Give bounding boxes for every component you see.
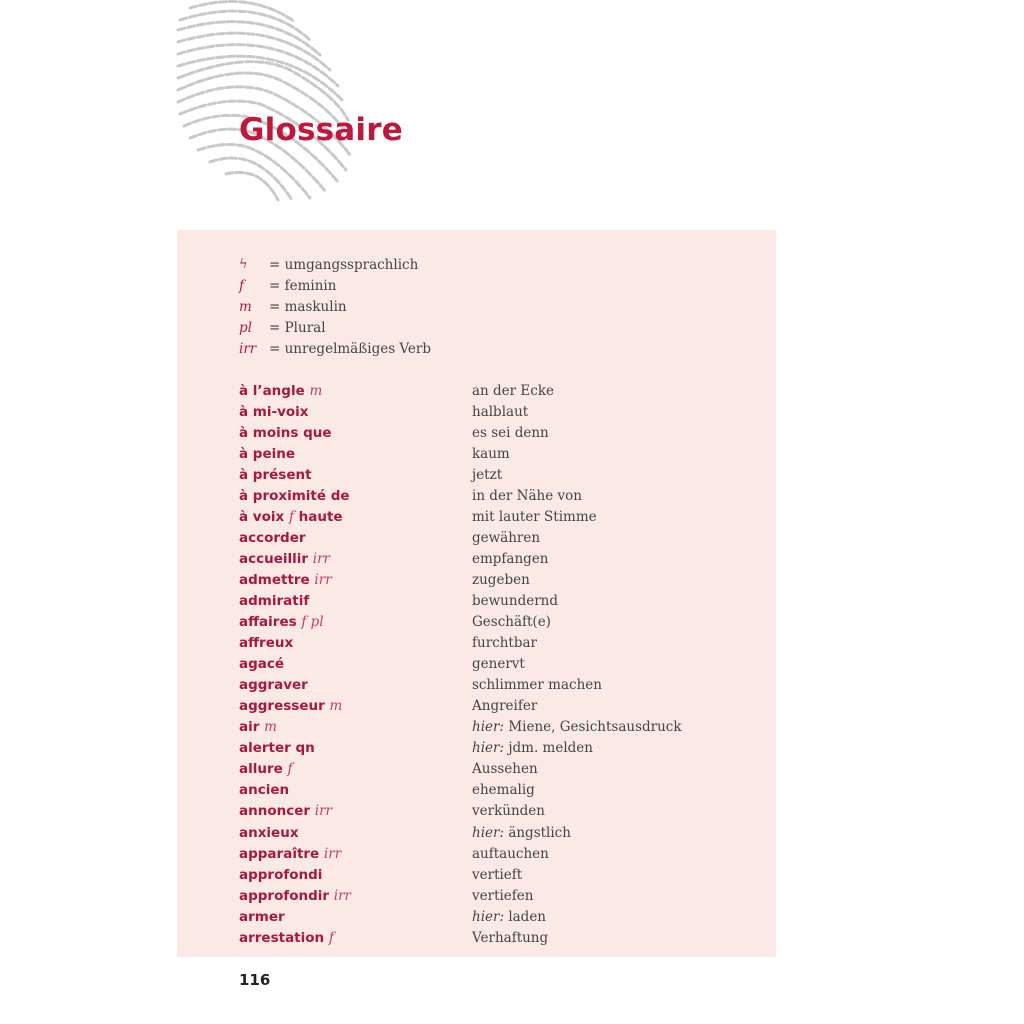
entry-term-text: approfondi: [239, 866, 323, 883]
abbreviation-legend: [239, 254, 431, 359]
entry-term-text: haute: [298, 508, 343, 525]
glossary-entry: [239, 759, 759, 780]
entry-grammar: irr: [312, 550, 330, 567]
entry-term-text: agacé: [239, 656, 285, 673]
entry-translation-text: Miene, Gesichtsausdruck: [508, 719, 682, 736]
entry-translation-text: Aussehen: [472, 761, 538, 778]
glossary-entry: [239, 633, 759, 654]
entry-term-text: à peine: [239, 445, 296, 462]
entry-term: [239, 656, 472, 672]
entry-grammar: f: [288, 508, 294, 525]
entry-translation-prefix: hier:: [472, 824, 505, 841]
glossary-entry: [239, 422, 759, 443]
entry-translation-text: auftauchen: [472, 845, 549, 862]
entry-term: [239, 846, 472, 862]
glossary-entry: [239, 443, 759, 464]
entry-translation-text: Angreifer: [472, 698, 538, 715]
entry-translation-text: jdm. melden: [508, 740, 593, 757]
entry-translation-prefix: hier:: [472, 719, 505, 736]
entry-translation: [472, 909, 546, 925]
entry-term-text: allure: [239, 761, 283, 778]
glossary-entry: [239, 780, 759, 801]
entry-term: [239, 551, 472, 567]
glossary-entry: [239, 843, 759, 864]
glossary-entry: [239, 822, 759, 843]
entry-term-text: approfondir: [239, 887, 330, 904]
entry-translation: [472, 825, 571, 841]
entry-translation: [472, 656, 525, 672]
entry-grammar: m: [309, 382, 323, 399]
glossary-entry: [239, 548, 759, 569]
entry-translation-text: jetzt: [472, 466, 503, 483]
entry-translation: [472, 635, 537, 651]
entry-term-text: annoncer: [239, 803, 311, 820]
glossary-entry: [239, 927, 759, 948]
entry-translation: [472, 488, 582, 504]
entry-translation: [472, 803, 545, 819]
legend-row: [239, 338, 431, 359]
entry-grammar: m: [264, 719, 277, 736]
entry-term-text: à proximité de: [239, 487, 350, 504]
entry-term-text: aggresseur: [239, 698, 325, 715]
entry-translation-text: mit lauter Stimme: [472, 508, 597, 525]
entry-term: [239, 530, 472, 546]
entry-term: [239, 782, 472, 798]
glossary-entry: [239, 527, 759, 548]
entry-term: [239, 740, 472, 756]
entry-term: [239, 825, 472, 841]
entry-term-text: accueillir: [239, 550, 309, 567]
entry-term: [239, 635, 472, 651]
entry-term: [239, 867, 472, 883]
legend-row: [239, 275, 431, 296]
entry-translation: [472, 383, 554, 399]
entry-translation-text: vertiefen: [472, 887, 534, 904]
glossary-entry: [239, 569, 759, 590]
entry-translation-text: ehemalig: [472, 782, 535, 799]
legend-symbol: m: [239, 298, 252, 315]
entry-translation: [472, 530, 540, 546]
page-title: Glossaire: [239, 112, 403, 148]
glossary-entry: [239, 801, 759, 822]
entry-translation: [472, 888, 533, 904]
entry-grammar: irr: [323, 845, 342, 862]
entry-translation: [472, 572, 530, 588]
entry-term-text: accorder: [239, 529, 306, 546]
entry-translation-text: verkünden: [472, 803, 545, 820]
glossary-entry: [239, 612, 759, 633]
glossary-entry: [239, 401, 759, 422]
entry-translation-text: furchtbar: [472, 635, 537, 652]
glossary-entry: [239, 864, 759, 885]
entry-translation: [472, 782, 535, 798]
entry-term: [239, 509, 472, 525]
entry-translation-text: kaum: [472, 445, 510, 462]
entry-grammar: irr: [333, 887, 352, 904]
glossary-entry: [239, 654, 759, 675]
glossary-list: [239, 380, 759, 948]
entry-translation: [472, 404, 528, 420]
entry-translation-text: laden: [508, 908, 547, 925]
entry-term-text: admiratif: [239, 592, 310, 609]
entry-term-text: anxieux: [239, 824, 299, 841]
lightning-icon: ϟ: [239, 257, 248, 272]
legend-symbol: irr: [239, 340, 257, 357]
entry-term-text: aggraver: [239, 677, 308, 694]
legend-text: = feminin: [269, 277, 337, 294]
entry-translation: [472, 425, 549, 441]
entry-translation-text: an der Ecke: [472, 382, 554, 399]
entry-term-text: alerter qn: [239, 740, 315, 757]
entry-term-text: ancien: [239, 782, 290, 799]
entry-term: [239, 930, 472, 946]
glossary-entry: [239, 464, 759, 485]
entry-term-text: à l’angle: [239, 382, 305, 399]
entry-translation-text: vertieft: [472, 866, 523, 883]
entry-term-text: admettre: [239, 571, 310, 588]
entry-translation: [472, 509, 597, 525]
glossary-entry: [239, 590, 759, 611]
entry-term: [239, 677, 472, 693]
glossary-entry: [239, 380, 759, 401]
entry-term: [239, 425, 472, 441]
entry-term: [239, 761, 472, 777]
entry-term: [239, 446, 472, 462]
entry-translation-text: Verhaftung: [472, 929, 549, 946]
entry-translation: [472, 677, 602, 693]
entry-translation: [472, 719, 682, 735]
legend-symbol: pl: [239, 319, 252, 336]
entry-grammar: f pl: [301, 614, 324, 631]
legend-row: [239, 317, 431, 338]
fingerprint-icon: [170, 0, 370, 205]
entry-term: [239, 593, 472, 609]
glossary-entry: [239, 696, 759, 717]
entry-translation: [472, 593, 558, 609]
entry-term-text: air: [239, 719, 260, 736]
entry-term: [239, 404, 472, 420]
entry-grammar: m: [329, 698, 343, 715]
glossary-entry: [239, 717, 759, 738]
legend-row: [239, 254, 431, 275]
entry-translation-text: gewähren: [472, 529, 541, 546]
entry-translation-text: halblaut: [472, 403, 529, 420]
page-number: 116: [239, 971, 271, 989]
entry-translation-text: schlimmer machen: [472, 677, 602, 694]
glossary-entry: [239, 675, 759, 696]
entry-term-text: apparaître: [239, 845, 320, 862]
entry-translation: [472, 698, 537, 714]
entry-translation: [472, 467, 502, 483]
glossary-entry: [239, 485, 759, 506]
entry-translation-text: bewundernd: [472, 592, 558, 609]
entry-term-text: à moins que: [239, 424, 332, 441]
entry-term: [239, 719, 472, 735]
entry-translation: [472, 930, 548, 946]
entry-translation-text: empfangen: [472, 550, 549, 567]
entry-translation: [472, 614, 551, 630]
entry-translation-prefix: hier:: [472, 908, 505, 925]
entry-translation-text: Geschäft(e): [472, 614, 551, 631]
glossary-entry: [239, 738, 759, 759]
entry-term-text: arrestation: [239, 929, 325, 946]
entry-term: [239, 467, 472, 483]
entry-term-text: à mi-voix: [239, 403, 309, 420]
entry-translation-prefix: hier:: [472, 740, 505, 757]
entry-term-text: affreux: [239, 635, 294, 652]
entry-translation-text: zugeben: [472, 571, 530, 588]
entry-translation-text: in der Nähe von: [472, 487, 582, 504]
entry-translation: [472, 551, 549, 567]
legend-text: = unregelmäßiges Verb: [269, 340, 432, 357]
entry-grammar: f: [328, 929, 334, 946]
entry-translation: [472, 446, 510, 462]
entry-term-text: à voix: [239, 508, 285, 525]
legend-text: = maskulin: [269, 298, 347, 315]
entry-term: [239, 803, 472, 819]
entry-grammar: f: [287, 761, 293, 778]
entry-translation-text: es sei denn: [472, 424, 549, 441]
entry-grammar: irr: [314, 571, 332, 588]
entry-term-text: affaires: [239, 614, 297, 631]
glossary-entry: [239, 906, 759, 927]
legend-symbol: f: [239, 277, 244, 294]
entry-term: [239, 383, 472, 399]
entry-term: [239, 488, 472, 504]
entry-translation: [472, 846, 549, 862]
entry-term-text: armer: [239, 908, 285, 925]
entry-translation: [472, 740, 593, 756]
entry-translation: [472, 867, 522, 883]
legend-text: = Plural: [269, 319, 326, 336]
glossary-entry: [239, 885, 759, 906]
entry-term: [239, 572, 472, 588]
glossary-entry: [239, 506, 759, 527]
entry-term: [239, 698, 472, 714]
entry-grammar: irr: [314, 803, 332, 820]
entry-translation-text: ängstlich: [508, 824, 571, 841]
legend-text: = umgangssprachlich: [269, 256, 419, 273]
entry-term-text: à présent: [239, 466, 312, 483]
entry-translation-text: genervt: [472, 656, 525, 673]
entry-term: [239, 909, 472, 925]
entry-term: [239, 888, 472, 904]
entry-translation: [472, 761, 538, 777]
legend-row: [239, 296, 431, 317]
entry-term: [239, 614, 472, 630]
